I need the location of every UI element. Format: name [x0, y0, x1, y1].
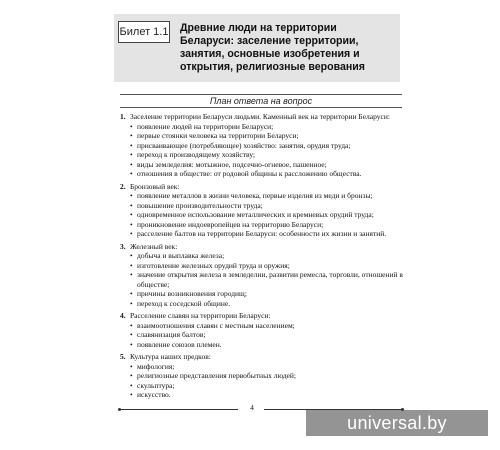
list-item: • славянизация балтов; [130, 330, 410, 340]
list-item: • искусство. [130, 390, 410, 400]
section-number: 4. [120, 311, 126, 320]
item-list [120, 122, 410, 179]
list-item: • первые стоянки человека на территории Беларуси; [130, 131, 410, 141]
section-title: Железный век: [130, 241, 178, 251]
list-item: • переход к соседской общине. [130, 299, 410, 309]
item-list [120, 191, 410, 239]
section-number: 1. [120, 112, 126, 121]
list-item: • виды земледелия: мотыжное, подсечно-огневое, пашенное; [130, 160, 410, 170]
list-item: • религиозные представления первобытных людей; [130, 371, 410, 381]
list-item: • расселение балтов на территории Беларуси: особенности их жизни и занятий. [130, 229, 410, 239]
list-item: • появление металлов в жизни человека, первые изделия из меди и бронзы; [130, 191, 410, 201]
section-number: 5. [120, 352, 126, 361]
list-item: • повышение производительности труда; [130, 201, 410, 211]
list-item: • отношения в обществе: от родовой общины к рассложению общества. [130, 169, 410, 179]
footer-rule-left [120, 409, 238, 410]
list-item: • одновременное использование металлических и кремневых орудий труда; [130, 210, 410, 220]
list-item: • причины возникновения городищ; [130, 289, 410, 299]
section-title: Бронзовый век: [130, 181, 180, 191]
list-item: • появление людей на территории Беларуси; [130, 122, 410, 132]
section-title: Культура наших предков: [130, 352, 211, 361]
item-list [120, 321, 410, 350]
section-1 [120, 112, 410, 179]
list-item: • проникновение индоевропейцев на территорию Беларуси; [130, 220, 410, 230]
section-title: Расселение славян на территории Беларуси: [130, 311, 271, 320]
section-number: 2. [120, 181, 126, 191]
section-3 [120, 242, 410, 309]
list-item: • добыча и выплавка железа; [130, 251, 410, 261]
item-list [120, 251, 410, 308]
list-item: • мифология; [130, 362, 410, 372]
list-item: • переход к производящему хозяйству; [130, 150, 410, 160]
page-number: 4 [250, 403, 254, 412]
section-4 [120, 311, 410, 349]
section-5 [120, 352, 410, 400]
list-item: • присваивающее (потребляющее) хозяйство: занятия, орудия труда; [130, 141, 410, 151]
section-2 [120, 182, 410, 239]
section-number: 3. [120, 241, 126, 251]
list-item: • взаимоотношения славян с местным населением; [130, 321, 410, 331]
watermark: universal.by [306, 410, 488, 436]
list-item: • изготовление железных орудий труда и оружия; [130, 261, 410, 271]
list-item: • значение открытия железа в земледелии, развитии ремесла, торговли, отношений в обществе; [130, 270, 410, 289]
list-item: • скульптура; [130, 381, 410, 391]
section-title: Заселение территории Беларуси людьми. Каменный век на территории Беларуси: [130, 112, 390, 121]
answer-plan [120, 112, 410, 403]
item-list [120, 362, 410, 400]
plan-heading: План ответа на вопрос [120, 94, 402, 108]
ticket-label: Билет 1.1 [118, 21, 170, 43]
list-item: • появление союзов племен. [130, 340, 410, 350]
ticket-title: Древние люди на территории Беларуси: заселение территории, занятия, основные изобретения и открытия, религиозные верования [180, 22, 365, 73]
